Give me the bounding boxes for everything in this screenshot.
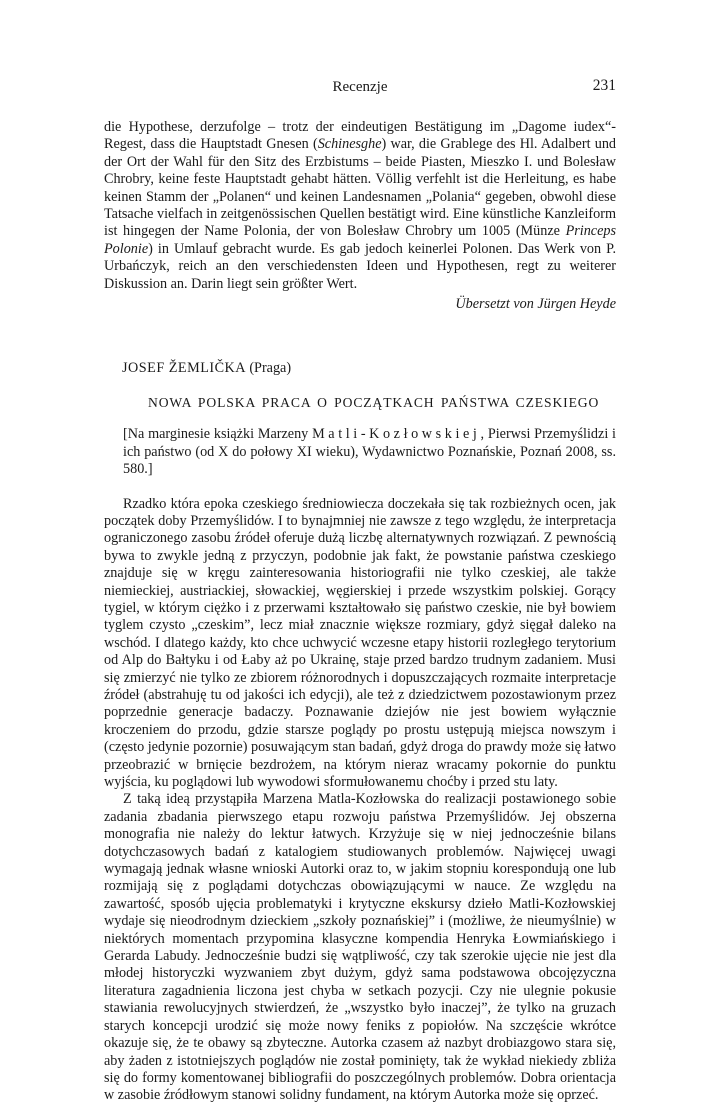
running-head: [104, 77, 616, 99]
page-content: [104, 119, 616, 1105]
page-number: 231: [592, 77, 616, 94]
text-run: , Pierwsi Przemyślidzi i ich państwo (od X do połowy XI wieku), Wydawnictwo Poznańskie, Poznań 2008, ss. 580.]: [123, 426, 616, 478]
body-paragraph-1: Rzadko która epoka czeskiego średniowiecza doczekała się tak rozbieżnych ocen, jak początek doby Przemyślidów. I to bynajmniej nie zawsze z tego względu, że interpretacja ograniczonego zasobu źródeł oferuje dużą liczbę alternatywnych rozwiązań. Z pewnością bywa to zwykle jedną z przyczyn, podobnie jak fakt, że powstanie państwa czeskiego znajduje się w kręgu zainteresowania historiografii nie tylko czeskiej, ale także niemieckiej, austriackiej, słowackiej, węgierskiej i przede wszystkim polskiej. Gorący tygiel, w którym ciężko i z przerwami kształtowało się państwo czeskie, nie był bowiem tyglem czysto „czeskim”, lecz miał znacznie większe rozmiary, gdyż sięgał daleko na wschód. I dlatego każdy, kto chce uchwycić wczesne etapy historii rozległego terytorium od Alp do Bałtyku i od Łaby aż po Ukrainę, staje przed bardzo trudnym zadaniem. Musi się zmierzyć nie tylko ze zbiorem różnorodnych i dopuszczających rozmaite interpretacje źródeł (abstrahuję tu od jakości ich edycji), ale też z dziedzictwem pozostawionym przez poprzednie generacje badaczy. Poznawanie dziejów nie jest bowiem wyłącznie kroczeniem do przodu, gdzie starsze poglądy po prostu ustępują miejsca nowszym i (często jedynie pozornie) posuwającym stan badań, gdyż droga do prawdy może się łatwo przeobrazić w brnięcie bezdrożem, na którym nieraz wracamy pokornie do punktu wyjścia, ku poglądowi lub wywodowi sformułowanemu choćby i przed stu laty.: [104, 495, 616, 790]
previous-review-closing-paragraph: [104, 119, 616, 293]
reviewed-book-note: [104, 426, 616, 478]
text-run: ) war, die Grablege des Hl. Adalbert und der Ort der Wahl für den Sitz des Erzbistums – beide Piasten, Mieszko I. und Bolesław Chrobry, keine feste Hauptstadt gehabt hätten. Völlig verfehlt ist die Herleitung, es habe keinen Stamm der „Polanen“ und keinen Landesnamen „Polania“ gegeben, obwohl diese Tatsache vielfach in zeitgenössischen Quellen bestätigt wird. Eine künstliche Kanzleiform ist hingegen der Name Polonia, der von Bolesław Chrobry um 1005 (Münze: [104, 136, 617, 240]
review-author: [104, 360, 616, 377]
review-title: NOWA POLSKA PRACA O POCZĄTKACH PAŃSTWA CZESKIEGO: [148, 394, 600, 410]
text-run: die Hypothese, derzufolge – trotz der eindeutigen Bestätigung im „Dagome iudex“-Regest, dass die Hauptstadt Gnesen (: [104, 119, 616, 153]
running-title: Recenzje: [332, 79, 388, 95]
italic-term: Schinesghe: [317, 136, 382, 153]
author-affiliation: (Praga): [249, 360, 292, 377]
body-paragraph-2: Z taką ideą przystąpiła Marzena Matla-Kozłowska do realizacji postawionego sobie zadania zbadania pierwszego etapu rozwoju państwa Przemyślidów. Jej obszerna monografia nie należy do lektur łatwych. Krzyżuje się w niej jednocześnie bilans dotychczasowych badań z katalogiem studiowanych problemów. Najwięcej uwagi wymagają jednak własne wnioski Autorki oraz to, w jakim stopniu korespondują one lub rozmijają się z poglądami dotychczas obowiązującymi w nauce. Ze względu na zawartość, sposób ujęcia problematyki i krytyczne ekskursy dzieło Matli-Kozłowskiej wydaje się nieodrodnym dzieckiem „szkoły poznańskiej” i (możliwe, że nieumyślnie) w niektórych momentach przypomina klasyczne kompendia Henryka Łowmiańskiego i Gerarda Labudy. Jednocześnie budzi się wątpliwość, czy tak szerokie ujęcie nie jest dla młodej historyczki wyzwaniem zbyt dużym, gdyż sama podstawowa obcojęzyczna literatura zagadnienia liczona jest chyba w setkach pozycji. Czy nie ulegnie pokusie stawiania rewolucyjnych stwierdzeń, że „wszystko było inaczej”, że tylko na gruzach starych koncepcji urodzić się może nowy feniks z popiołów. Na szczęście wkrótce okazuje się, że te obawy są zbyteczne. Autorka czasem aż nazbyt drobiazgowo stara się, aby żaden z istotniejszych poglądów nie został pominięty, tak że wykład niekiedy zbliża się do formy komentowanej bibliografii do poszczególnych problemów. Dobra orientacja w zasobie źródłowym stanowi solidny fundament, na którym Autorka może się oprzeć.: [104, 791, 616, 1104]
text-run: [Na marginesie książki Marzeny: [123, 426, 313, 443]
italic-term: Princeps Polonie: [104, 223, 616, 257]
translator-credit: Übersetzt von Jürgen Heyde: [455, 296, 616, 313]
author-name: JOSEF ŽEMLIČKA: [122, 360, 246, 377]
spaced-author-name: Matli-Kozłowskiej: [312, 426, 481, 443]
text-run: ) in Umlauf gebracht wurde. Es gab jedoch keinerlei Polonen. Das Werk von P. Urbańczyk, reich an den verschiedensten Ideen und Hypothesen, regt zu weiterer Diskussion an. Darin liegt sein größter Wert.: [104, 240, 616, 292]
